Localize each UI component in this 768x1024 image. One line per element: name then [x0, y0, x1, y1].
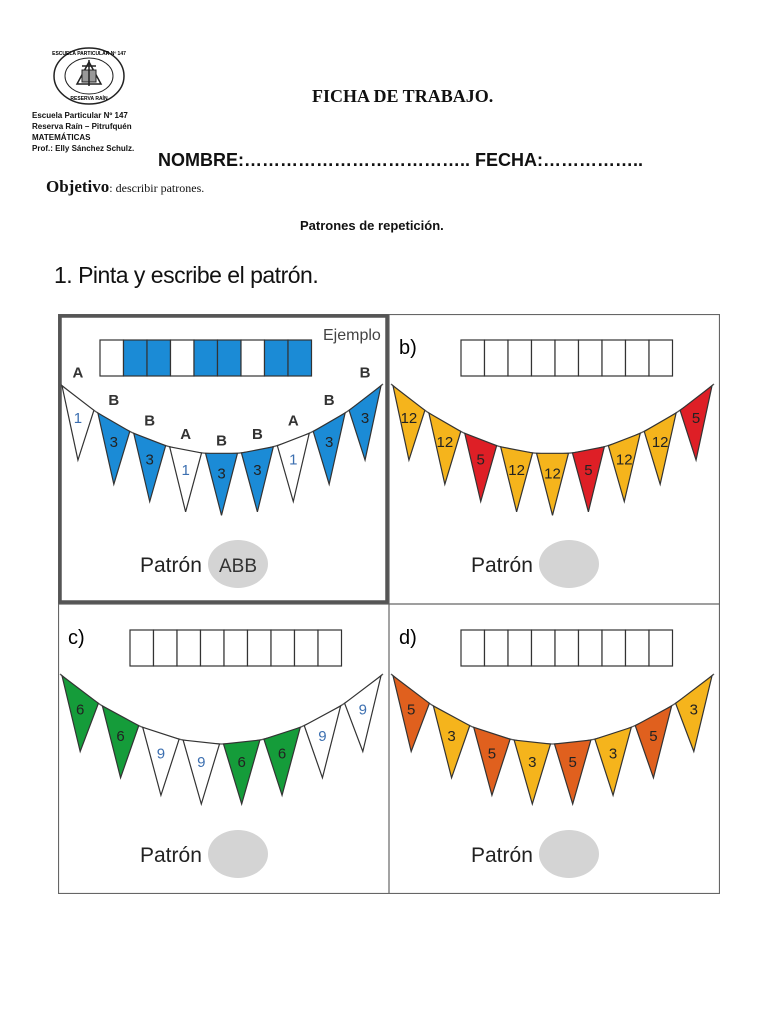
pattern-boxes [461, 630, 673, 666]
pattern-box [579, 340, 603, 376]
pattern-box [154, 630, 178, 666]
pennant-number: 3 [447, 727, 456, 745]
pennant-shape [241, 447, 273, 512]
pattern-box [508, 340, 532, 376]
section-subtitle: Patrones de repetición. [300, 218, 444, 233]
pattern-boxes [130, 630, 342, 666]
pennant-flag [635, 706, 671, 778]
pennant-flag [680, 386, 712, 460]
pennant-number: 3 [109, 434, 119, 452]
pattern-box [532, 340, 556, 376]
pennant-flag [241, 426, 273, 512]
pennant-number: 12 [436, 434, 454, 452]
pattern-box [288, 340, 312, 376]
pattern-box [532, 630, 556, 666]
pennant-flag [345, 676, 381, 752]
pennant-number: 12 [544, 465, 561, 483]
pennant-flag [572, 447, 604, 512]
pennant-number: 1 [289, 451, 298, 469]
pattern-box [649, 630, 673, 666]
objective [46, 177, 204, 197]
pennant-number: 12 [615, 451, 633, 469]
pennant-number: 3 [217, 465, 226, 483]
pattern-exercise-grid [58, 314, 720, 894]
pennant-flag [170, 426, 202, 512]
pattern-box [224, 630, 248, 666]
pennant-flag [644, 413, 676, 484]
pennant-letter: A [72, 364, 84, 382]
patron-label: Patrón [471, 844, 533, 867]
patron-label: Patrón [140, 844, 202, 867]
pennant-shape [224, 740, 260, 804]
pennant-number: 9 [318, 727, 327, 745]
panel-label: b) [399, 337, 417, 359]
pennant-number: 12 [508, 461, 525, 479]
pattern-box [579, 630, 603, 666]
pennant-number: 3 [324, 434, 334, 452]
pattern-box [271, 630, 295, 666]
pattern-box [201, 630, 225, 666]
example-label: Ejemplo [323, 327, 381, 344]
pennant-number: 9 [156, 745, 166, 763]
pennant-flag [537, 453, 569, 515]
pennant-shape [555, 740, 591, 804]
pennant-number: 3 [689, 701, 698, 719]
pennant-number: 5 [487, 745, 497, 763]
pattern-panel [391, 337, 714, 588]
answer-bubble [539, 540, 599, 588]
pennant-number: 12 [400, 410, 418, 428]
pattern-box [218, 340, 242, 376]
pennant-number: 5 [691, 410, 701, 428]
pennant-number: 12 [651, 434, 669, 452]
pennant-flag [206, 432, 238, 515]
pennant-shape [514, 740, 550, 804]
pattern-box [171, 340, 195, 376]
pattern-answer: ABB [218, 556, 258, 577]
pennant-flag [143, 727, 179, 795]
pennant-letter: B [251, 425, 263, 443]
pattern-boxes [461, 340, 673, 376]
pennant-letter: B [216, 432, 227, 450]
pattern-box [318, 630, 342, 666]
pennant-number: 6 [277, 745, 287, 763]
answer-bubble [208, 830, 268, 878]
pattern-box [602, 340, 626, 376]
pennant-number: 1 [181, 461, 190, 479]
pennant-number: 3 [253, 461, 262, 479]
patron-label: Patrón [471, 554, 533, 577]
exercise-instruction: 1. Pinta y escribe el patrón. [54, 262, 319, 288]
pattern-box [147, 340, 171, 376]
pattern-box [248, 630, 272, 666]
pennant-letter: A [287, 412, 299, 430]
pennant-flag [277, 412, 309, 501]
pattern-box [461, 340, 485, 376]
pennant-letter: A [180, 425, 192, 443]
panel-label: d) [399, 627, 417, 649]
pennant-flag [501, 447, 533, 512]
pennant-flag [304, 706, 340, 778]
pennant-flag [393, 676, 429, 752]
pennant-flag [555, 740, 591, 804]
pennant-letter: B [323, 391, 335, 409]
pattern-box [555, 630, 579, 666]
logo-text-top: ESCUELA PARTICULAR Nº 147 [52, 51, 126, 57]
pattern-box [295, 630, 319, 666]
worksheet-title: FICHA DE TRABAJO. [312, 86, 494, 106]
objective-label: Objetivo [46, 177, 110, 196]
pennant-flag [224, 740, 260, 804]
pennant-flag [183, 740, 219, 804]
pennant-number: 6 [116, 727, 125, 745]
pattern-box [555, 340, 579, 376]
pennant-flag [433, 706, 469, 778]
panel-label: c) [68, 627, 85, 649]
pennant-number: 6 [76, 701, 85, 719]
pattern-box [602, 630, 626, 666]
pennant-number: 3 [608, 745, 618, 763]
pennant-flag [313, 392, 345, 484]
pennant-shape [183, 740, 219, 804]
school-info [32, 110, 134, 154]
pennant-number: 9 [358, 701, 367, 719]
pennant-number: 5 [584, 461, 593, 479]
pennant-flag [595, 727, 631, 795]
pattern-box [194, 340, 218, 376]
pennant-flag [465, 433, 497, 501]
pennant-flag [608, 433, 640, 501]
pattern-box [626, 340, 650, 376]
pennant-flag [393, 386, 425, 460]
pennant-flag [134, 412, 166, 501]
pennant-number: 5 [649, 727, 658, 745]
pennant-flag [349, 365, 381, 460]
pennant-flag [474, 727, 510, 795]
pennant-number: 5 [568, 754, 577, 772]
pennant-flag [676, 676, 712, 752]
pennant-letter: B [144, 412, 156, 430]
pennant-shape [501, 447, 533, 512]
pennant-flag [429, 413, 461, 484]
school-line: Reserva Raín – Pitrufquén [32, 122, 132, 131]
pennant-flag [102, 706, 138, 778]
pennant-number: 3 [360, 410, 370, 428]
pennant-letter: B [108, 391, 120, 409]
pattern-box [626, 630, 650, 666]
pennant-number: 9 [197, 754, 206, 772]
pennant-flag [62, 676, 98, 752]
pattern-box [485, 630, 509, 666]
pennant-number: 5 [407, 701, 416, 719]
pattern-box [100, 340, 124, 376]
pennant-flag [62, 365, 94, 460]
pennant-flag [98, 392, 130, 484]
pattern-panel [391, 627, 714, 878]
school-line: Escuela Particular Nº 147 [32, 111, 128, 120]
objective-text: : describir patrones. [109, 181, 205, 195]
pattern-panel [60, 327, 383, 588]
pattern-box [130, 630, 154, 666]
school-logo [52, 46, 126, 106]
pennant-number: 5 [476, 451, 485, 469]
pattern-box [461, 630, 485, 666]
pennant-shape [206, 453, 238, 515]
pattern-boxes [100, 340, 312, 376]
pennant-number: 3 [145, 451, 154, 469]
pennant-flag [264, 727, 300, 795]
pennant-shape [537, 453, 569, 515]
pattern-box [241, 340, 265, 376]
pattern-box [265, 340, 289, 376]
pennant-number: 1 [73, 410, 83, 428]
pattern-box [124, 340, 148, 376]
school-seal-icon [52, 46, 126, 106]
patron-label: Patrón [140, 554, 202, 577]
logo-text-bottom: RESERVA RAÍN [70, 96, 108, 102]
pennant-letter: B [359, 364, 371, 382]
pennant-flag [514, 740, 550, 804]
school-line: Prof.: Elly Sánchez Schulz. [32, 144, 135, 153]
name-date-line: NOMBRE:……………………………….. FECHA:…………….. [158, 150, 643, 170]
pattern-box [508, 630, 532, 666]
pattern-box [649, 340, 673, 376]
pennant-shape [572, 447, 604, 512]
pattern-box [485, 340, 509, 376]
pennant-number: 3 [528, 754, 537, 772]
pennant-shape [170, 447, 202, 512]
school-line: MATEMÁTICAS [32, 133, 91, 142]
pattern-panel [60, 627, 383, 878]
pennant-number: 6 [237, 754, 246, 772]
answer-bubble [539, 830, 599, 878]
pattern-box [177, 630, 201, 666]
